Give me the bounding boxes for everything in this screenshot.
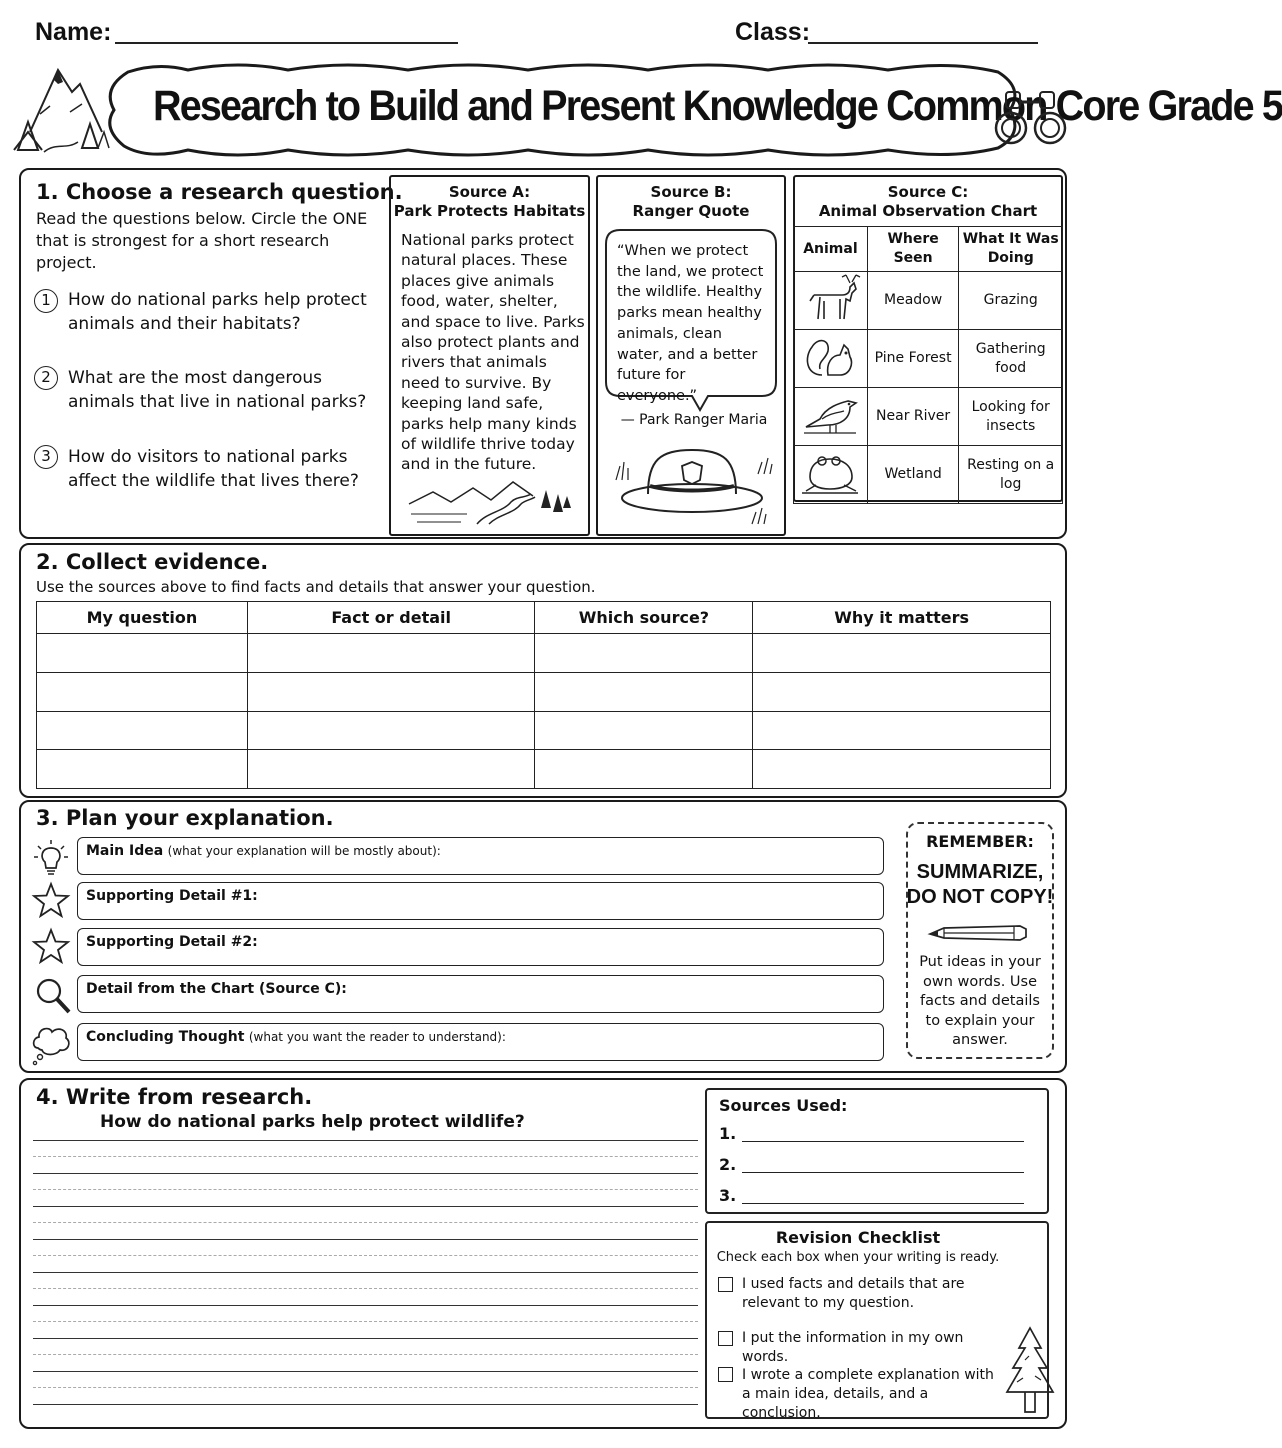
checklist-checkbox-1[interactable]	[718, 1277, 733, 1292]
evidence-cell[interactable]	[535, 673, 753, 712]
evidence-cell[interactable]	[753, 634, 1051, 673]
squirrel-icon	[800, 331, 860, 381]
source-used-1-field[interactable]	[742, 1124, 1024, 1142]
supporting-detail-2-label: Supporting Detail #2:	[86, 934, 258, 950]
table-row	[37, 750, 1051, 789]
remember-line-1: SUMMARIZE,	[916, 861, 1044, 883]
checklist-checkbox-3[interactable]	[718, 1367, 733, 1382]
source-a-heading: Source A:	[448, 183, 531, 201]
evidence-cell[interactable]	[247, 673, 535, 712]
source-b-heading: Source B:	[650, 183, 732, 201]
main-idea-hint: (what your explanation will be mostly about):	[167, 844, 441, 858]
evidence-col-why: Why it matters	[753, 602, 1051, 634]
checklist-heading: Revision Checklist	[775, 1228, 941, 1247]
evidence-cell[interactable]	[247, 712, 535, 750]
magnifier-icon	[34, 976, 72, 1016]
chart-detail-field[interactable]	[77, 975, 884, 1013]
source-b-subheading: Ranger Quote	[632, 202, 750, 220]
checklist-checkbox-2[interactable]	[718, 1331, 733, 1346]
obs-animal-cell	[794, 446, 868, 504]
supporting-detail-1-label: Supporting Detail #1:	[86, 888, 258, 904]
star-icon	[32, 882, 70, 920]
supporting-detail-2-field[interactable]	[77, 928, 884, 966]
obs-where-cell: Meadow	[867, 272, 959, 330]
concluding-thought-field[interactable]	[77, 1023, 884, 1061]
section-3-title: 3. Plan your explanation.	[36, 806, 334, 830]
evidence-col-fact: Fact or detail	[247, 602, 535, 634]
evidence-col-source: Which source?	[535, 602, 753, 634]
supporting-detail-1-field[interactable]	[77, 882, 884, 920]
obs-where-cell: Wetland	[867, 446, 959, 504]
source-c-heading: Source C:	[887, 183, 969, 201]
writing-prompt: How do national parks help protect wildlife?	[100, 1112, 525, 1132]
chart-detail-label: Detail from the Chart (Source C):	[86, 981, 347, 997]
obs-animal-cell	[794, 330, 868, 388]
mountains-trees-icon	[10, 62, 110, 154]
page-title: Research to Build and Present Knowledge Common Core Grade 5	[153, 82, 1282, 130]
question-1[interactable]: How do national parks help protect animals and their habitats?	[68, 290, 367, 334]
class-label: Class:	[735, 18, 811, 46]
star-icon	[32, 928, 70, 966]
obs-col-doing: What It Was Doing	[959, 227, 1063, 272]
river-landscape-icon	[407, 478, 577, 526]
thought-bubble-icon	[30, 1022, 72, 1066]
deer-icon	[800, 273, 860, 323]
evidence-cell[interactable]	[753, 673, 1051, 712]
frog-icon	[800, 447, 860, 497]
ranger-hat-icon	[612, 440, 778, 526]
remember-text: Put ideas in your own words. Use facts and details to explain your answer.	[919, 954, 1041, 1049]
evidence-cell[interactable]	[753, 712, 1051, 750]
evidence-cell[interactable]	[753, 750, 1051, 789]
source-used-2-number: 2.	[719, 1155, 737, 1174]
evidence-cell[interactable]	[247, 634, 535, 673]
table-row	[37, 634, 1051, 673]
section-4-title: 4. Write from research.	[36, 1085, 313, 1109]
evidence-cell[interactable]	[535, 750, 753, 789]
source-used-3-field[interactable]	[742, 1186, 1024, 1204]
checklist-subheading: Check each box when your writing is ready.	[716, 1250, 1000, 1265]
section-1-title: 1. Choose a research question.	[36, 180, 403, 204]
question-2[interactable]: What are the most dangerous animals that live in national parks?	[68, 368, 367, 412]
obs-animal-cell	[794, 272, 868, 330]
observation-table	[793, 226, 1063, 504]
section-2-title: 2. Collect evidence.	[36, 550, 269, 574]
main-idea-label: Main Idea	[86, 843, 164, 859]
evidence-table	[36, 601, 1051, 789]
obs-col-animal: Animal	[794, 227, 868, 272]
pencil-icon	[928, 920, 1030, 944]
obs-animal-cell	[794, 388, 868, 446]
obs-col-where: Where Seen	[867, 227, 959, 272]
question-2-number[interactable]: 2	[34, 366, 58, 390]
ranger-quote: “When we protect the land, we protect the wildlife. Healthy parks mean healthy animals, clean water, and a better future for everyone.”	[617, 243, 764, 404]
ranger-attribution: — Park Ranger Maria	[620, 412, 768, 428]
evidence-cell[interactable]	[535, 712, 753, 750]
name-label: Name:	[35, 18, 112, 46]
concluding-thought-label: Concluding Thought	[86, 1029, 245, 1045]
question-3[interactable]: How do visitors to national parks affect the wildlife that lives there?	[68, 447, 359, 491]
section-2-instructions: Use the sources above to find facts and details that answer your question.	[36, 578, 596, 596]
checklist-item-2: I put the information in my own words.	[742, 1330, 964, 1365]
obs-doing-cell: Resting on a log	[959, 446, 1063, 504]
checklist-item-3: I wrote a complete explanation with a main idea, details, and a conclusion.	[742, 1367, 994, 1421]
source-a-subheading: Park Protects Habitats	[393, 202, 586, 220]
obs-where-cell: Near River	[867, 388, 959, 446]
question-3-number[interactable]: 3	[34, 445, 58, 469]
source-used-3-number: 3.	[719, 1186, 737, 1205]
lightbulb-icon	[32, 838, 70, 876]
bird-icon	[800, 389, 860, 439]
source-used-2-field[interactable]	[742, 1155, 1024, 1173]
source-c-subheading: Animal Observation Chart	[818, 202, 1038, 220]
name-field[interactable]	[115, 22, 458, 44]
checklist-item-1: I used facts and details that are relevant to my question.	[742, 1276, 965, 1311]
evidence-cell[interactable]	[535, 634, 753, 673]
remember-heading: REMEMBER:	[926, 832, 1034, 851]
obs-where-cell: Pine Forest	[867, 330, 959, 388]
obs-doing-cell: Gathering food	[959, 330, 1063, 388]
evidence-cell[interactable]	[247, 750, 535, 789]
question-1-number[interactable]: 1	[34, 289, 58, 313]
section-1-instructions: Read the questions below. Circle the ONE that is strongest for a short research project.	[36, 209, 368, 272]
table-row	[37, 673, 1051, 712]
obs-doing-cell: Looking for insects	[959, 388, 1063, 446]
evidence-cell[interactable]	[37, 750, 248, 789]
main-idea-field[interactable]	[77, 837, 884, 875]
remember-line-2: DO NOT COPY!	[906, 886, 1054, 908]
evidence-cell[interactable]	[37, 712, 248, 750]
source-a-text: National parks protect natural places. These places give animals food, water, shelter, and space to live. Parks also protect plants and rivers that animals need to survive. By keeping land safe, parks help many kinds of wildlife thrive today and in the future.	[401, 231, 585, 474]
obs-doing-cell: Grazing	[959, 272, 1063, 330]
sources-used-heading: Sources Used:	[719, 1096, 848, 1115]
binoculars-icon	[994, 88, 1070, 152]
pine-tree-icon	[1003, 1326, 1057, 1418]
table-row	[37, 712, 1051, 750]
evidence-cell[interactable]	[37, 673, 248, 712]
concluding-thought-hint: (what you want the reader to understand):	[248, 1030, 506, 1044]
source-used-1-number: 1.	[719, 1124, 737, 1143]
evidence-col-question: My question	[37, 602, 248, 634]
evidence-cell[interactable]	[37, 634, 248, 673]
class-field[interactable]	[808, 22, 1038, 44]
